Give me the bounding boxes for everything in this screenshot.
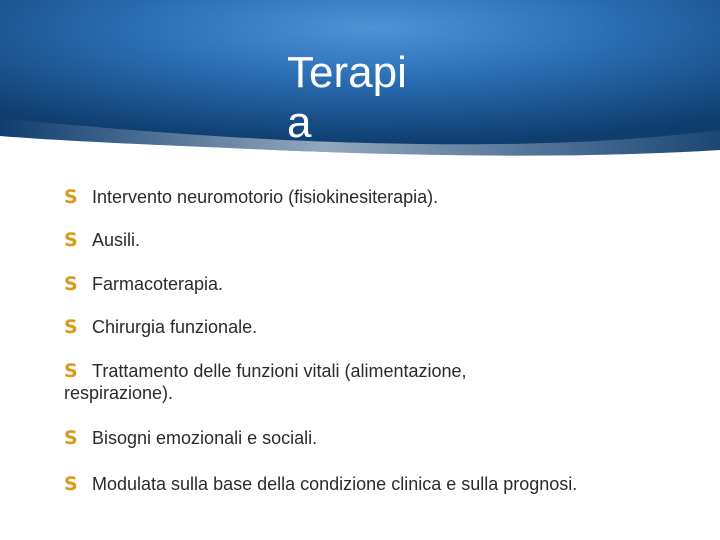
- bullet-text: Chirurgia funzionale.: [92, 317, 258, 337]
- bullet-text: Intervento neuromotorio (fisiokinesiterapia).: [92, 187, 439, 207]
- bullet-s-icon: S: [64, 316, 78, 338]
- bullet-text: Ausili.: [92, 230, 141, 250]
- bullet-item: [64, 229, 694, 251]
- slide-title: Terapi a: [287, 48, 407, 147]
- bullet-s-icon: S: [64, 427, 78, 449]
- bullet-item: [64, 473, 694, 495]
- bullet-s-icon: S: [64, 186, 78, 208]
- bullet-s-icon: S: [64, 273, 78, 295]
- bullet-text: Modulata sulla base della condizione clinica e sulla prognosi.: [92, 474, 578, 494]
- bullet-text: Farmacoterapia.: [92, 274, 224, 294]
- bullet-item: [64, 273, 694, 295]
- bullet-s-icon: S: [64, 360, 78, 382]
- bullet-item: [64, 360, 534, 404]
- bullet-s-icon: S: [64, 473, 78, 495]
- bullet-item: [64, 427, 694, 449]
- bullet-text: Bisogni emozionali e sociali.: [92, 428, 318, 448]
- bullet-item: [64, 316, 694, 338]
- bullet-item: [64, 186, 694, 208]
- bullet-s-icon: S: [64, 229, 78, 251]
- bullet-text: Trattamento delle funzioni vitali (alimentazione, respirazione).: [64, 361, 467, 403]
